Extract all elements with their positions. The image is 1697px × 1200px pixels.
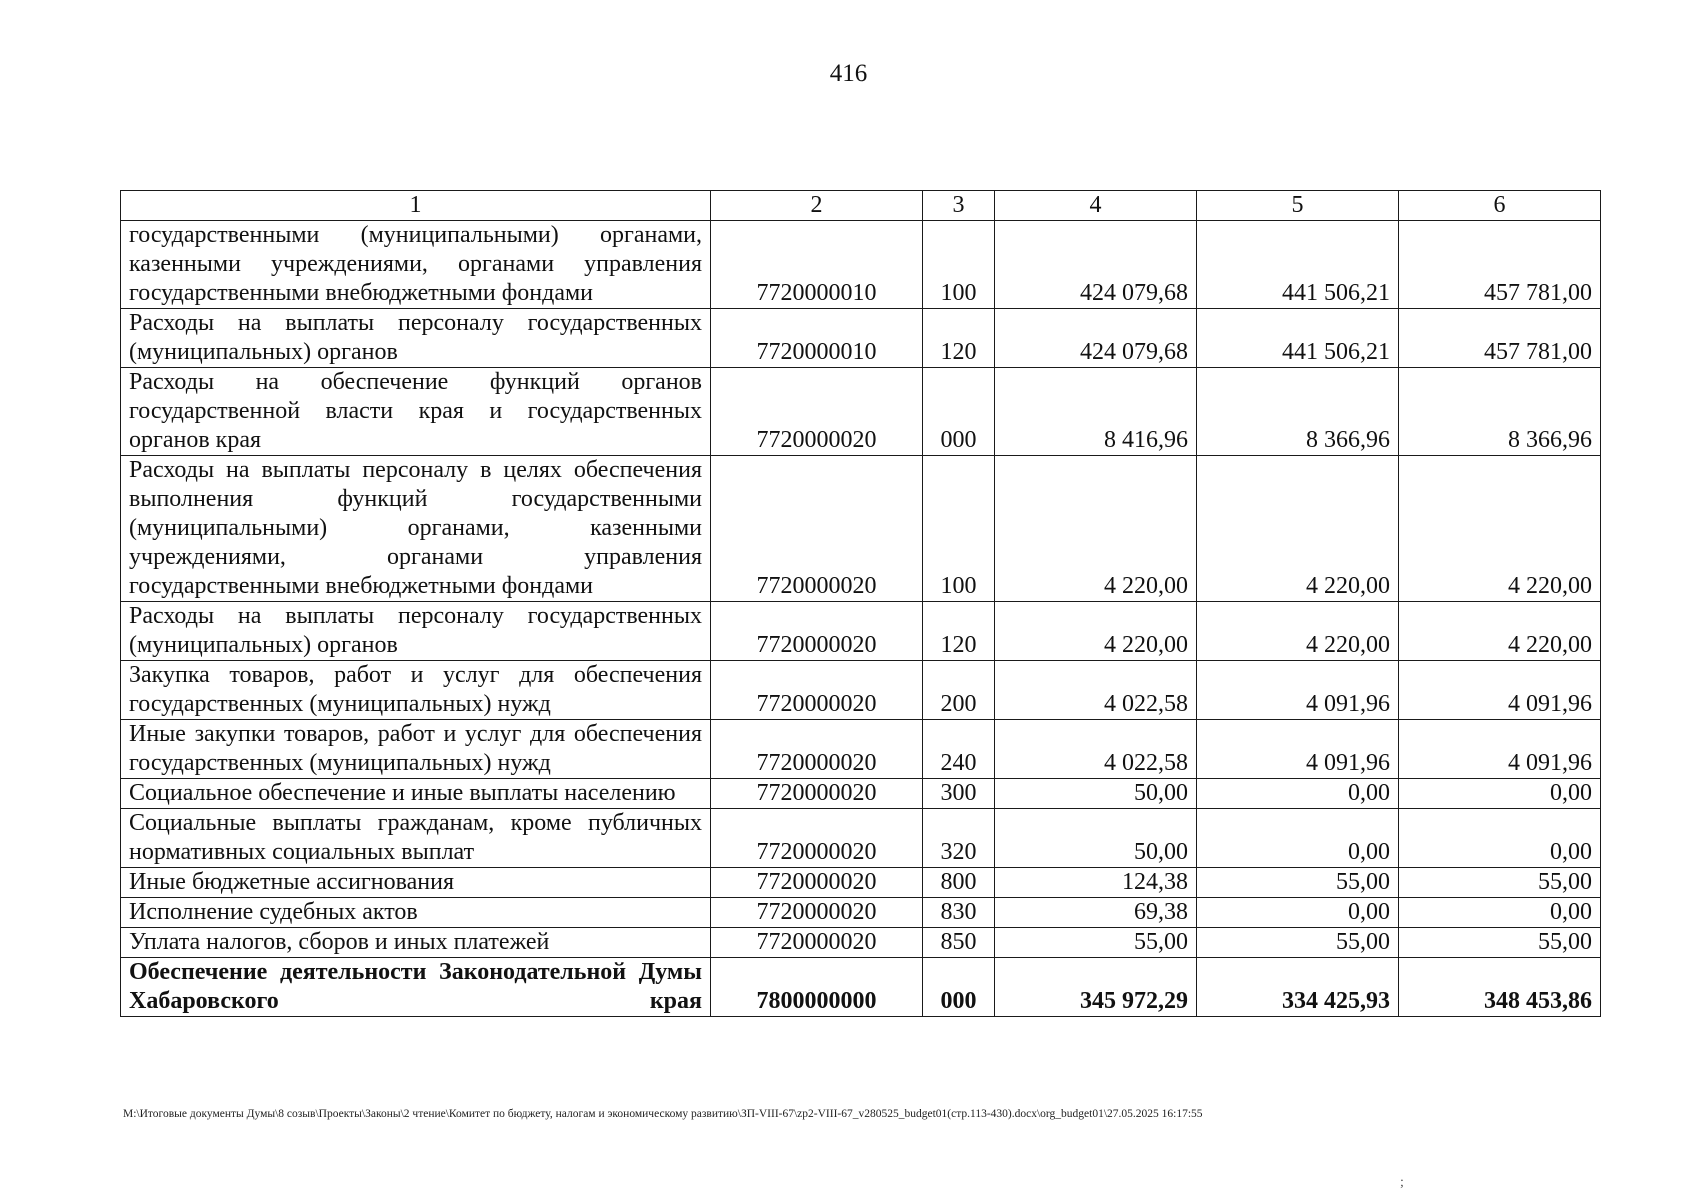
table-row xyxy=(121,221,1601,309)
header-col-6: 6 xyxy=(1399,191,1601,221)
row-expense-type: 000 xyxy=(923,368,995,456)
row-amount-col4: 124,38 xyxy=(995,868,1197,898)
row-description: Расходы на выплаты персоналу в целях обеспечения выполнения функций государственными (муниципальными) органами, казенными учреждениями, органами управления государственными внебюджетными фондами xyxy=(121,456,711,602)
row-description: государственными (муниципальными) органами, казенными учреждениями, органами управления государственными внебюджетными фондами xyxy=(121,221,711,309)
row-amount-col5: 0,00 xyxy=(1197,779,1399,809)
row-amount-col5: 0,00 xyxy=(1197,898,1399,928)
table-row xyxy=(121,898,1601,928)
row-target-code: 7720000020 xyxy=(711,661,923,720)
row-amount-col6: 0,00 xyxy=(1399,779,1601,809)
row-amount-col6: 0,00 xyxy=(1399,898,1601,928)
row-description: Расходы на выплаты персоналу государственных (муниципальных) органов xyxy=(121,602,711,661)
row-target-code: 7720000020 xyxy=(711,602,923,661)
row-description: Иные бюджетные ассигнования xyxy=(121,868,711,898)
row-expense-type: 240 xyxy=(923,720,995,779)
row-amount-col5: 55,00 xyxy=(1197,928,1399,958)
row-description: Исполнение судебных актов xyxy=(121,898,711,928)
table-row xyxy=(121,868,1601,898)
total-amount-col5: 334 425,93 xyxy=(1197,958,1399,1017)
row-amount-col6: 4 220,00 xyxy=(1399,602,1601,661)
row-description: Социальное обеспечение и иные выплаты населению xyxy=(121,779,711,809)
row-amount-col4: 50,00 xyxy=(995,779,1197,809)
row-description: Закупка товаров, работ и услуг для обеспечения государственных (муниципальных) нужд xyxy=(121,661,711,720)
header-row xyxy=(121,191,1601,221)
row-amount-col4: 69,38 xyxy=(995,898,1197,928)
total-target-code: 7800000000 xyxy=(711,958,923,1017)
row-amount-col4: 55,00 xyxy=(995,928,1197,958)
budget-table xyxy=(120,190,1601,1017)
table-row xyxy=(121,779,1601,809)
row-amount-col6: 0,00 xyxy=(1399,809,1601,868)
row-expense-type: 320 xyxy=(923,809,995,868)
row-target-code: 7720000020 xyxy=(711,928,923,958)
row-amount-col4: 50,00 xyxy=(995,809,1197,868)
row-target-code: 7720000020 xyxy=(711,809,923,868)
row-expense-type: 850 xyxy=(923,928,995,958)
row-amount-col6: 457 781,00 xyxy=(1399,221,1601,309)
row-expense-type: 800 xyxy=(923,868,995,898)
row-expense-type: 200 xyxy=(923,661,995,720)
row-amount-col6: 8 366,96 xyxy=(1399,368,1601,456)
row-description: Социальные выплаты гражданам, кроме публичных нормативных социальных выплат xyxy=(121,809,711,868)
row-amount-col6: 55,00 xyxy=(1399,928,1601,958)
table-row xyxy=(121,809,1601,868)
table-row xyxy=(121,661,1601,720)
row-expense-type: 120 xyxy=(923,602,995,661)
row-description: Иные закупки товаров, работ и услуг для обеспечения государственных (муниципальных) нужд xyxy=(121,720,711,779)
row-amount-col5: 8 366,96 xyxy=(1197,368,1399,456)
file-path-footer: M:\Итоговые документы Думы\8 созыв\Проекты\Законы\2 чтение\Комитет по бюджету, налогам и экономическому развитию\ЗП-VIII-67\zp2-VIII-67_v280525_budget01(стр.113-430).docx\org_budget01\27.05.2025 16:17:55 xyxy=(123,1108,1203,1120)
scan-mark: ; xyxy=(1400,1175,1404,1190)
row-target-code: 7720000020 xyxy=(711,368,923,456)
row-amount-col6: 4 220,00 xyxy=(1399,456,1601,602)
row-amount-col5: 441 506,21 xyxy=(1197,221,1399,309)
row-amount-col6: 457 781,00 xyxy=(1399,309,1601,368)
row-amount-col6: 4 091,96 xyxy=(1399,720,1601,779)
table-row xyxy=(121,602,1601,661)
row-amount-col5: 4 091,96 xyxy=(1197,661,1399,720)
row-amount-col4: 4 220,00 xyxy=(995,602,1197,661)
page-number: 416 xyxy=(829,60,868,87)
row-amount-col4: 424 079,68 xyxy=(995,309,1197,368)
header-col-2: 2 xyxy=(711,191,923,221)
row-description: Расходы на обеспечение функций органов государственной власти края и государственных органов края xyxy=(121,368,711,456)
row-amount-col4: 424 079,68 xyxy=(995,221,1197,309)
table-row xyxy=(121,456,1601,602)
table-row xyxy=(121,309,1601,368)
row-expense-type: 830 xyxy=(923,898,995,928)
row-amount-col5: 55,00 xyxy=(1197,868,1399,898)
row-target-code: 7720000020 xyxy=(711,868,923,898)
total-amount-col6: 348 453,86 xyxy=(1399,958,1601,1017)
row-expense-type: 120 xyxy=(923,309,995,368)
row-amount-col5: 4 220,00 xyxy=(1197,456,1399,602)
row-amount-col6: 55,00 xyxy=(1399,868,1601,898)
row-amount-col4: 8 416,96 xyxy=(995,368,1197,456)
total-amount-col4: 345 972,29 xyxy=(995,958,1197,1017)
row-target-code: 7720000010 xyxy=(711,221,923,309)
total-description: Обеспечение деятельности Законодательной Думы Хабаровского края xyxy=(121,958,711,1017)
table-row xyxy=(121,368,1601,456)
row-amount-col6: 4 091,96 xyxy=(1399,661,1601,720)
row-target-code: 7720000020 xyxy=(711,456,923,602)
table-row xyxy=(121,720,1601,779)
row-target-code: 7720000020 xyxy=(711,720,923,779)
row-amount-col5: 441 506,21 xyxy=(1197,309,1399,368)
row-target-code: 7720000010 xyxy=(711,309,923,368)
row-expense-type: 100 xyxy=(923,221,995,309)
row-amount-col5: 0,00 xyxy=(1197,809,1399,868)
header-col-1: 1 xyxy=(121,191,711,221)
header-col-3: 3 xyxy=(923,191,995,221)
total-expense-type: 000 xyxy=(923,958,995,1017)
row-target-code: 7720000020 xyxy=(711,779,923,809)
row-description: Расходы на выплаты персоналу государственных (муниципальных) органов xyxy=(121,309,711,368)
row-target-code: 7720000020 xyxy=(711,898,923,928)
header-col-4: 4 xyxy=(995,191,1197,221)
table-row xyxy=(121,928,1601,958)
row-amount-col4: 4 220,00 xyxy=(995,456,1197,602)
row-description: Уплата налогов, сборов и иных платежей xyxy=(121,928,711,958)
row-amount-col5: 4 091,96 xyxy=(1197,720,1399,779)
row-amount-col4: 4 022,58 xyxy=(995,720,1197,779)
row-expense-type: 100 xyxy=(923,456,995,602)
total-row xyxy=(121,958,1601,1017)
row-amount-col4: 4 022,58 xyxy=(995,661,1197,720)
header-col-5: 5 xyxy=(1197,191,1399,221)
row-amount-col5: 4 220,00 xyxy=(1197,602,1399,661)
row-expense-type: 300 xyxy=(923,779,995,809)
